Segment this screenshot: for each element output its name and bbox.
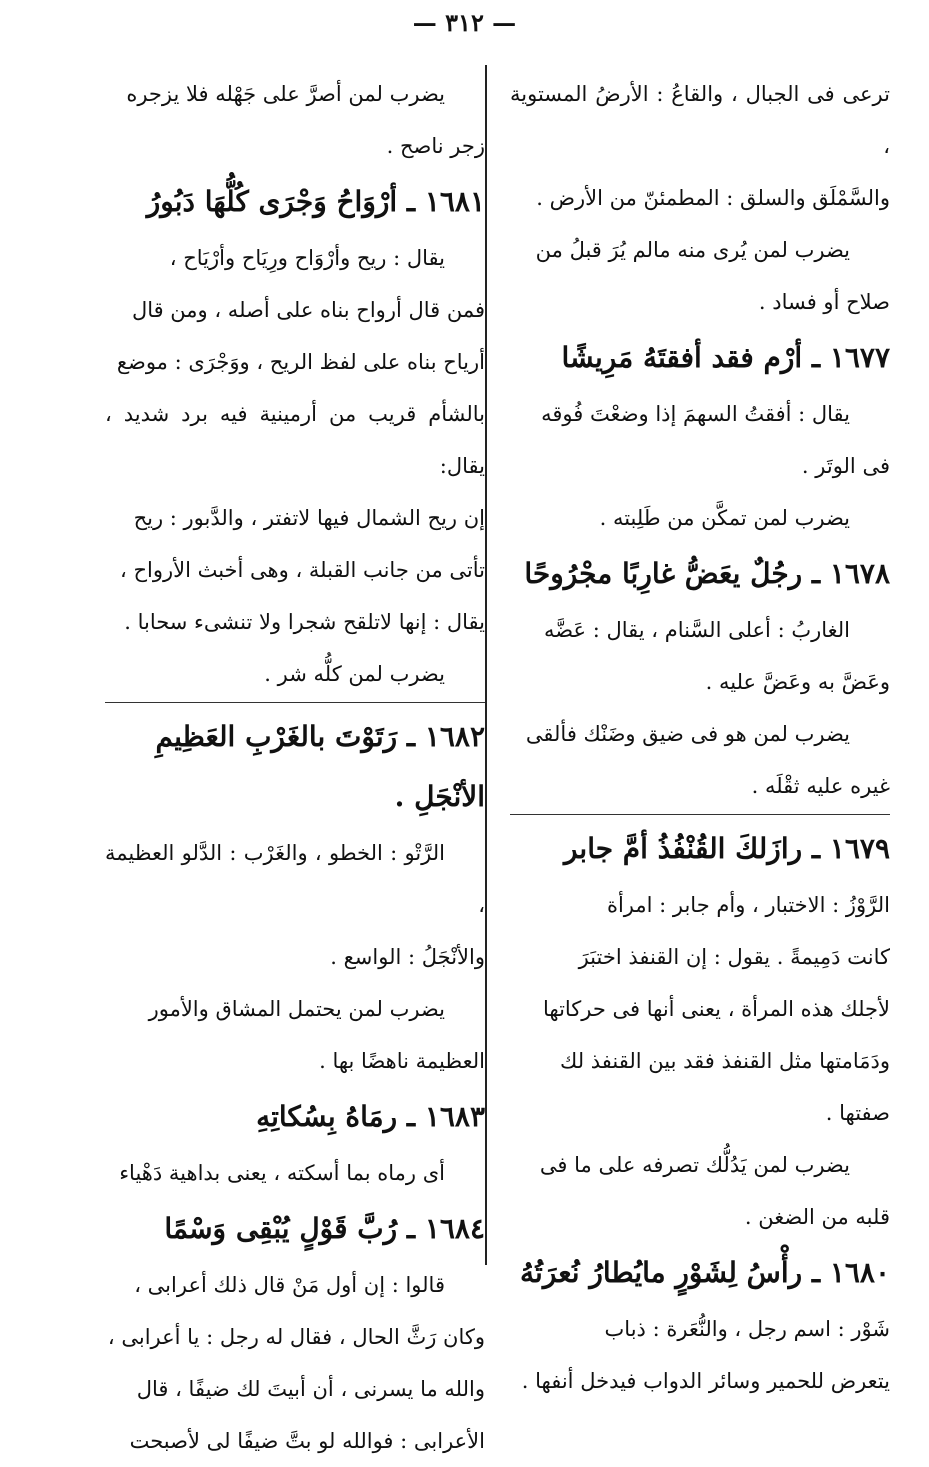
text-line: الرَّتْو : الخطو ، والغَرْب : الدَّلو العظيمة ، <box>105 841 485 917</box>
text-line: العظيمة ناهضًا بها . <box>319 1049 485 1073</box>
text-line: وعَضَّ به وعَضَّ عليه . <box>705 670 890 694</box>
text-line: أرياح بناه على لفظ الريح ، ووَجْرَى : موضع <box>116 350 485 374</box>
text-line: إن ريح الشمال فيها لاتفتر ، والدَّبور : ريح <box>133 506 485 530</box>
proverb-heading: ١٦٨٤ ـ رُبَّ قَوْلٍ يُبْقِى وَسْمًا <box>164 1212 485 1245</box>
text-line: غيره عليه ثقْلَه . <box>751 774 890 798</box>
text-line: أى رماه بما أسكته ، يعنى بداهية دَهْياء <box>119 1161 445 1185</box>
text-line: تأتى من جانب القبلة ، وهى أخبث الأرواح ، <box>119 558 485 582</box>
text-line: يقال : ريح وأرْوَاح ورِيَاح وأرْيَاح ، <box>169 246 445 270</box>
text-line: لأجلك هذه المرأة ، يعنى أنها فى حركاتها <box>542 997 890 1021</box>
text-line: بالشأم قريب من أرمينية فيه برد شديد ، يقال: <box>105 402 485 478</box>
column-divider <box>485 65 487 1265</box>
text-line: يتعرض للحمير وسائر الدواب فيدخل أنفها . <box>521 1369 890 1393</box>
text-line: زجر ناصح . <box>386 134 485 158</box>
text-line: وكان رَثَّ الحال ، فقال له رجل : يا أعرابى ، <box>107 1325 485 1349</box>
proverb-heading: ١٦٨٣ ـ رمَاهُ بِسُكاتِهِ <box>256 1100 485 1133</box>
text-line: يضرب لمن أصرَّ على جَهْله فلا يزجره <box>126 82 445 106</box>
text-line: الغاربُ : أعلى السَّنام ، يقال : عَضَّه <box>544 618 850 642</box>
text-line: يضرب لمن يَدُلُّك تصرفه على ما فى <box>539 1153 850 1177</box>
text-line: قلبه من الضغن . <box>744 1205 890 1229</box>
text-line: والأنْجَلُ : الواسع . <box>330 945 485 969</box>
text-line: فمن قال أرواح بناه على أصله ، ومن قال <box>131 298 485 322</box>
text-line: الرَّوْزُ : الاختبار ، وأم جابر : امرأة <box>606 893 890 917</box>
section-rule <box>105 702 485 703</box>
text-line: يضرب لمن كلُّه شر . <box>264 662 445 686</box>
text-line: يضرب لمن يُرى منه مالم يُرَ قبلُ من <box>535 238 850 262</box>
left-column <box>105 68 485 1467</box>
proverb-heading: ١٦٧٨ ـ رجُلٌ يعَضُّ غارِبًا مجْرُوحًا <box>524 557 890 590</box>
text-line: قالوا : إن أول مَنْ قال ذلك أعرابى ، <box>134 1273 445 1297</box>
proverb-heading: ١٦٨٢ ـ رَتَوْتَ بالغَرْبِ العَظِيمِ <box>155 720 485 753</box>
text-line: يضرب لمن تمكَّن من طَلِبته . <box>599 506 850 530</box>
section-rule <box>510 814 890 815</box>
text-line: يقال : إنها لاتلقح شجرا ولا تنشىء سحابا . <box>124 610 485 634</box>
text-line: يضرب لمن يحتمل المشاق والأمور <box>148 997 445 1021</box>
text-line: كانت دَمِيمةً . يقول : إن القنفذ اختبَرَ <box>578 945 890 969</box>
text-line: ودَمَامتها مثل القنفذ فقد بين القنفذ لك <box>560 1049 890 1073</box>
text-line: يضرب لمن هو فى ضيق وضَنْك فألقى <box>525 722 850 746</box>
proverb-heading: ١٦٧٩ ـ رازَلكَ القُنْفُذُ أمَّ جابر <box>563 832 890 865</box>
text-line: صفتها . <box>825 1101 890 1125</box>
proverb-heading: الأنْجَلِ . <box>394 780 485 813</box>
proverb-heading: ١٦٨١ ـ أرْوَاحُ وَجْرَى كُلُّهَا دَبُورُ <box>146 185 485 218</box>
right-column <box>510 68 890 1407</box>
text-line: فى الوتَر . <box>801 454 890 478</box>
text-line: الأعرابى : فوالله لو بتَّ ضيفًا لى لأصبحت <box>129 1429 485 1453</box>
page-number: — ٣١٢ — <box>412 8 517 37</box>
text-line: والسَّمْلَق والسلق : المطمئنّ من الأرض . <box>536 186 890 210</box>
proverb-heading: ١٦٧٧ ـ أرْم فقد أفقتَهُ مَرِيشًا <box>561 341 890 374</box>
text-line: شَوْر : اسم رجل ، والنُّعَرة : ذباب <box>604 1317 890 1341</box>
text-line: يقال : أفقتُ السهمَ إذا وضعْتَ فُوقه <box>541 402 850 426</box>
text-line: ترعى فى الجبال ، والقاعُ : الأرضُ المستوية ، <box>510 82 890 158</box>
text-line: صلاح أو فساد . <box>758 290 890 314</box>
text-line: والله ما يسرنى ، أن أبيتَ لك ضيفًا ، قال <box>136 1377 485 1401</box>
proverb-heading: ١٦٨٠ ـ رأْسُ لِشَوْرٍ مايُطارُ نُعرَتُهُ <box>520 1256 890 1289</box>
